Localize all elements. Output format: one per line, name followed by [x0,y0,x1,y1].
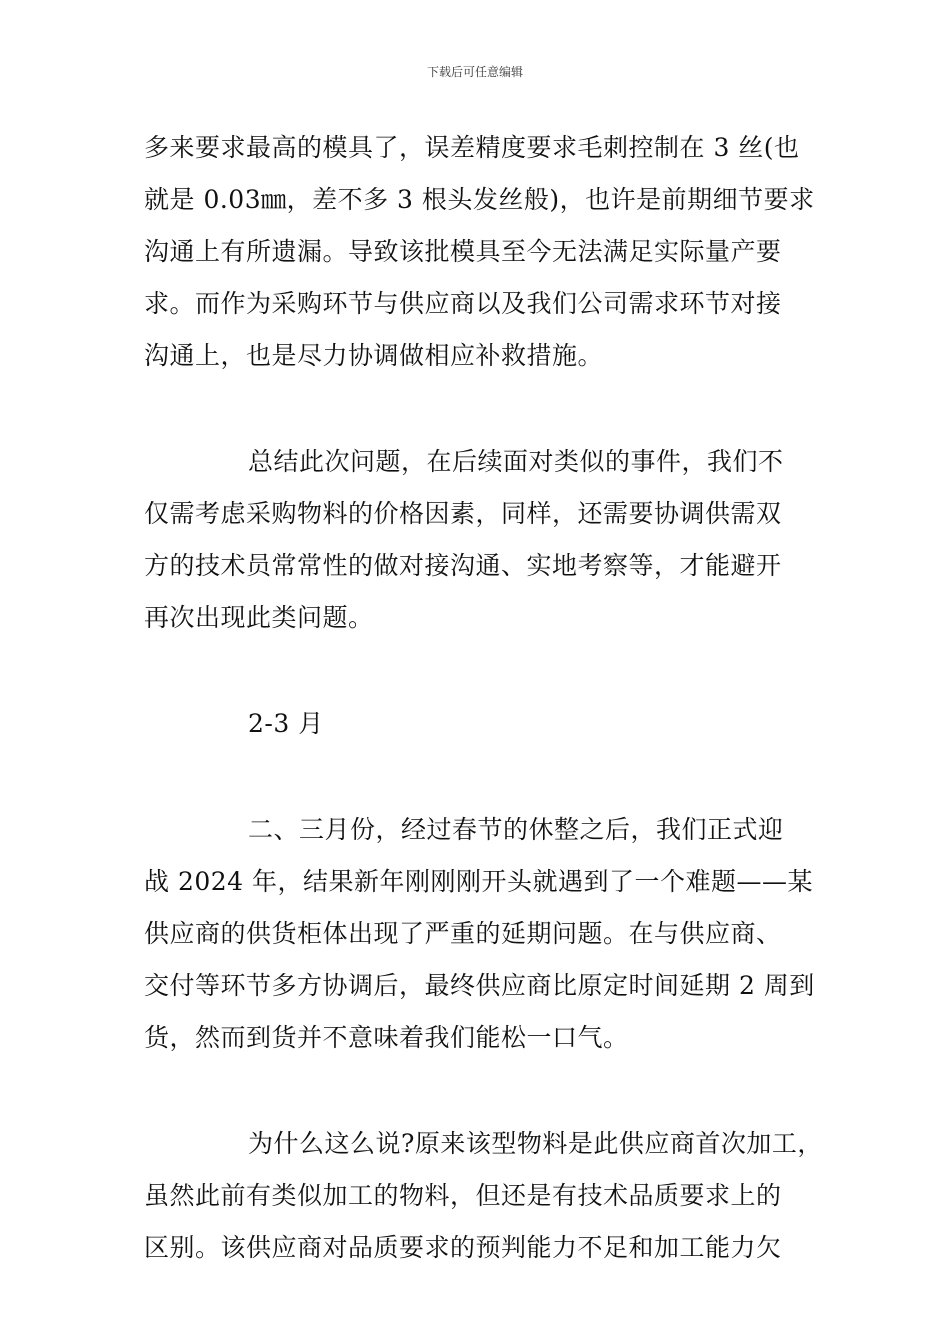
text-line: 沟通上，也是尽力协调做相应补救措施。 [144,341,604,370]
paragraph-gap [144,390,808,444]
text-line: 2-3 月 [248,709,324,738]
page-header-note: 下载后可任意编辑 [426,65,523,79]
paragraph [144,812,815,1072]
paragraph-gap [144,1072,808,1126]
section-date-heading [144,706,808,758]
text-line: 求。而作为采购环节与供应商以及我们公司需求环节对接 [144,289,782,318]
text-line: 区别。该供应商对品质要求的预判能力不足和加工能力欠 [144,1233,782,1262]
text-line: 方的技术员常常性的做对接沟通、实地考察等，才能避开 [144,551,782,580]
paragraph [144,130,815,390]
text-line: 仅需考虑采购物料的价格因素，同样，还需要协调供需双 [144,499,782,528]
text-line: 货，然而到货并不意味着我们能松一口气。 [144,1023,629,1052]
text-line: 虽然此前有类似加工的物料，但还是有技术品质要求上的 [144,1181,782,1210]
paragraph-gap [144,758,808,812]
text-line: 就是 0.03㎜，差不多 3 根头发丝般)，也许是前期细节要求 [144,185,815,214]
text-line: 交付等环节多方协调后，最终供应商比原定时间延期 2 周到 [144,971,815,1000]
text-line: 为什么这么说?原来该型物料是此供应商首次加工， [248,1129,823,1158]
text-line: 多来要求最高的模具了，误差精度要求毛刺控制在 3 丝(也 [144,133,800,162]
paragraph-gap [144,652,808,706]
document-body [144,130,823,1282]
paragraph [144,1126,823,1282]
text-line: 再次出现此类问题。 [144,603,374,632]
paragraph [144,444,808,652]
text-line: 供应商的供货柜体出现了严重的延期问题。在与供应商、 [144,919,782,948]
text-line: 战 2024 年，结果新年刚刚刚开头就遇到了一个难题——某 [144,867,814,896]
text-line: 二、三月份，经过春节的休整之后，我们正式迎 [248,815,784,844]
text-line: 总结此次问题，在后续面对类似的事件，我们不 [248,447,784,476]
text-line: 沟通上有所遗漏。导致该批模具至今无法满足实际量产要 [144,237,782,266]
